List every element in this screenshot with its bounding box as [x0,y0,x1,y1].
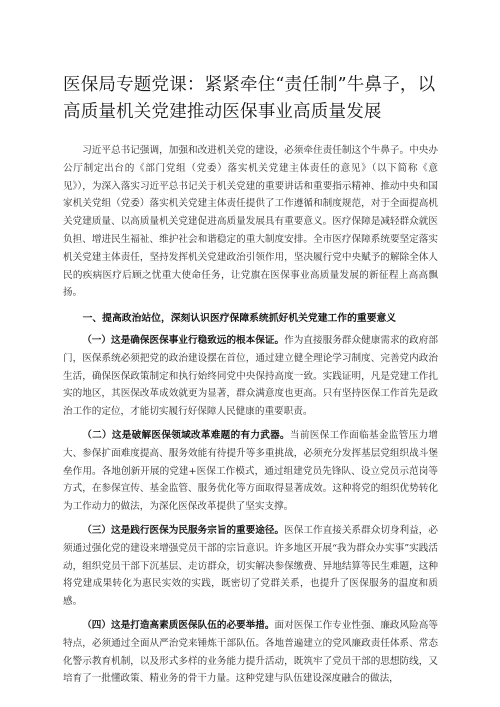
item-heading: （三）这是践行医保为民服务宗旨的重要途径。 [82,524,285,536]
list-item [63,332,438,421]
item-body: 医保工作直接关系群众切身利益，必须通过强化党的建设来增强党员干部的宗旨意识。许多地区开展“我为群众办实事”实践活动，组织党员干部下沉基层、走访群众，切实解决参保缴费、异地结算等民生难题，这种将党建成果转化为惠民实效的实践，既密切了党群关系，也提升了医保服务的温度和质感。 [63,524,439,608]
document-title: 医保局专题党课：紧紧牵住“责任制”牛鼻子，以高质量机关党建推动医保事业高质量发展 [63,75,436,122]
item-body: 作为直接服务群众健康需求的政府部门，医保系统必须把党的政治建设摆在首位，通过建立健全理论学习制度、完善党内政治生活，确保医保政策制定和执行始终同党中央保持高度一致。实践证明，凡是党建工作扎实的地区，其医保改革成效就更为显著，群众满意度也更高。只有坚持医保工作首先是政治工作的定位，才能切实履行好保障人民健康的重要职责。 [63,334,439,418]
list-item [63,522,438,611]
item-body: 当前医保工作面临基金监管压力增大、参保扩面难度提高、服务效能有待提升等多重挑战，必须充分发挥基层党组织战斗堡垒作用。各地创新开展的党建+医保工作模式，通过组建党员先锋队、设立党员示范岗等方式，在参保宣传、基金监管、服务优化等方面取得显著成效。这种将党的组织优势转化为工作动力的做法，为深化医保改革提供了坚实支撑。 [63,429,439,513]
section-heading: 一、提高政治站位，深刻认识医疗保障系统抓好机关党建工作的重要意义 [82,313,397,325]
item-heading: （四）这是打造高素质医保队伍的必要举措。 [82,619,275,631]
item-heading: （二）这是破解医保领域改革难题的有力武器。 [82,429,290,441]
item-heading: （一）这是确保医保事业行稳致远的根本保证。 [82,334,285,346]
intro-paragraph: 习近平总书记强调，加强和改进机关党的建设，必须牵住责任制这个牛鼻子。中央办公厅制定出台的《部门党组（党委）落实机关党建主体责任的意见》（以下简称《意见》），为深入落实习近平总书记关于机关党建的重要讲话和重要指示精神、推动中央和国家机关党组（党委）落实机关党建主体责任提供了工作遵循和制度规范，对于全面提高机关党建质量、以高质量机关党建促进高质量发展具有重要意义。医疗保障是减轻群众就医负担、增进民生福祉、维护社会和谐稳定的重大制度安排。全市医疗保障系统要坚定落实机关党建主体责任，坚持发挥机关党建政治引领作用，坚决履行党中央赋予的解除全体人民的疾病医疗后顾之忧重大使命任务，让党旗在医保事业高质量发展的新征程上高高飘扬。 [63,145,438,299]
list-item [63,427,438,516]
item-body: 面对医保工作专业性强、廉政风险高等特点，必须通过全面从严治党来锤炼干部队伍。各地普遍建立的党风廉政责任体系、常态化警示教育机制，以及形式多样的业务能力提升活动，既筑牢了党员干部的思想防线，又培育了一批懂政策、精业务的骨干力量。这种党建与队伍建设深度融合的做法， [63,619,438,685]
list-item [63,617,438,688]
